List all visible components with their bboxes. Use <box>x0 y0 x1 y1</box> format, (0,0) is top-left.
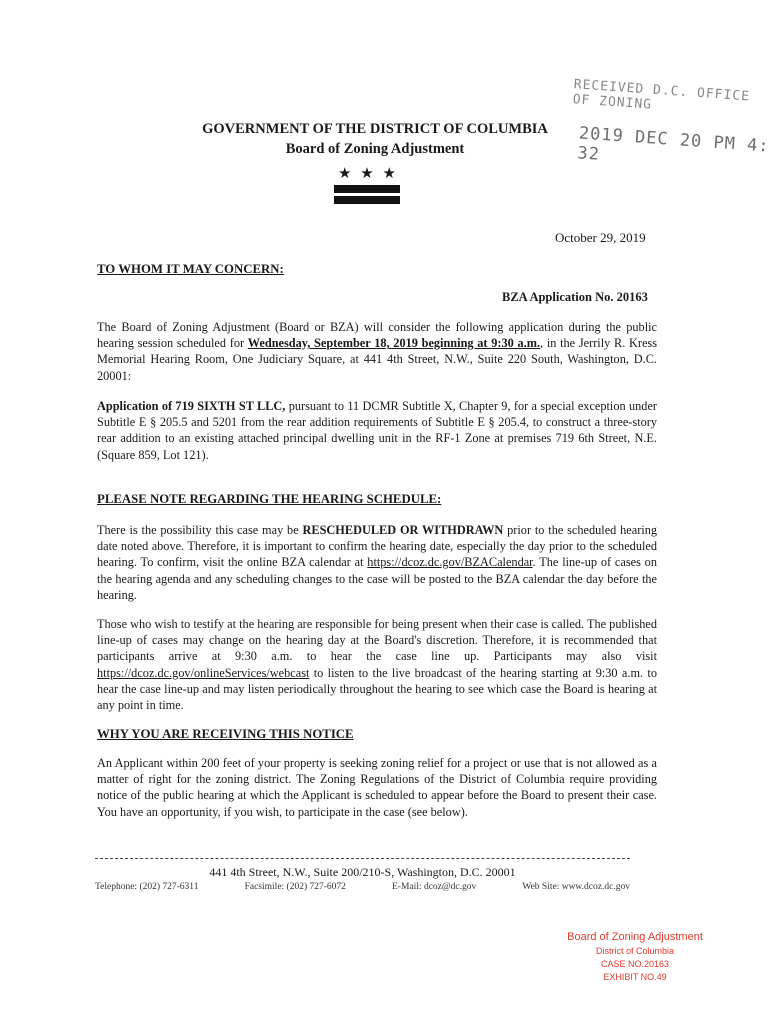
hearing-date: Wednesday, September 18, 2019 beginning at 9:30 a.m. <box>247 336 541 351</box>
flag-bar-bottom <box>334 196 400 204</box>
flag-bar-top <box>334 185 400 193</box>
salutation: TO WHOM IT MAY CONCERN: <box>97 262 284 276</box>
board-title: Board of Zoning Adjustment <box>285 141 465 157</box>
footer-divider <box>95 858 630 859</box>
dc-flag-logo <box>334 166 400 204</box>
government-title: GOVERNMENT OF THE DISTRICT OF COLUMBIA <box>202 121 548 137</box>
why-paragraph: An Applicant within 200 feet of your property is seeking zoning relief for a project or use that is not allowed as a matter of right for the zoning district. The Zoning Regulations of the District of Columbia require providing notice of the public hearing at which the Applicant is scheduled to appear before the Board to present their case. You have an opportunity, if you wish, to participate in the case (see below). <box>97 756 657 819</box>
application-number: BZA Application No. 20163 <box>502 290 648 304</box>
footer-website[interactable]: Web Site: www.dcoz.dc.gov <box>522 882 630 892</box>
schedule-text: to listen to the live broadcast of the hearing starting at 9:30 a.m. to hear the case line-up and may listen periodically throughout the hearing to see which case the Board is hearing at any point in time. <box>97 665 657 713</box>
exhibit-stamp <box>560 930 710 984</box>
schedule-text: Those who wish to testify at the hearing are responsible for being present when their case is called. The published line-up of cases may change on the hearing day at the Board's discretion. Therefore, it is recommended that participants arrive at 9:30 a.m. to hear the case line up. Participants may also visit <box>97 617 657 664</box>
intro-text: The Board of Zoning Adjustment (Board or BZA) will consider the following application during the public hearing session scheduled for <box>97 320 657 351</box>
exhibit-district: District of Columbia <box>595 946 675 956</box>
intro-location: , in the Jerrily R. Kress Memorial Hearing Room, One Judiciary Square, at 441 4th Street, N.W., Suite 220 South, Washington, D.C. 20001: <box>97 336 657 383</box>
footer-facsimile: Facsimile: (202) 727-6072 <box>244 882 346 892</box>
star-icon: ★ <box>382 166 396 182</box>
applicant-name: Application of 719 SIXTH ST LLC, <box>97 399 286 413</box>
schedule-heading: PLEASE NOTE REGARDING THE HEARING SCHEDULE: <box>97 492 442 506</box>
exhibit-no: EXHIBIT NO.49 <box>603 972 667 982</box>
received-stamp: RECEIVED D.C. OFFICE OF ZONING <box>572 77 751 113</box>
webcast-link[interactable]: https://dcoz.dc.gov/onlineServices/webcast <box>97 665 310 680</box>
star-icon: ★ <box>338 166 352 182</box>
letterhead <box>180 119 570 159</box>
footer-contacts <box>95 882 630 892</box>
schedule-paragraph-1 <box>97 522 657 603</box>
footer-address: 441 4th Street, N.W., Suite 200/210-S, Washington, D.C. 20001 <box>209 865 516 879</box>
footer-telephone: Telephone: (202) 727-6311 <box>95 882 199 892</box>
application-text: pursuant to 11 DCMR Subtitle X, Chapter 9, for a special exception under Subtitle E § 205.5 and 5201 from the rear addition requirements of Subtitle E § 205.4, to construct a three-story rear addition to an existing attached principal dwelling unit in the RF-1 Zone at premises 719 6th Street, N.E. (Square 859, Lot 121). <box>97 399 657 462</box>
schedule-text: prior to the scheduled hearing date noted above. Therefore, it is important to confirm the hearing date, especially the day prior to the scheduled hearing. To confirm, visit the online BZA calendar at <box>97 523 657 570</box>
intro-paragraph <box>97 319 657 384</box>
schedule-paragraph-2 <box>97 616 657 713</box>
rescheduled-warning: RESCHEDULED OR WITHDRAWN <box>302 523 504 537</box>
exhibit-case-no: CASE NO.20163 <box>600 959 670 969</box>
exhibit-title: Board of Zoning Adjustment <box>567 931 703 943</box>
why-heading: WHY YOU ARE RECEIVING THIS NOTICE <box>97 727 354 741</box>
received-datetime-stamp: 2019 DEC 20 PM 4: 32 <box>576 123 770 165</box>
footer-email[interactable]: E-Mail: dcoz@dc.gov <box>392 882 477 892</box>
star-icon: ★ <box>360 166 374 182</box>
schedule-text: There is the possibility this case may be <box>97 523 303 537</box>
letter-date: October 29, 2019 <box>555 230 646 245</box>
application-paragraph <box>97 398 657 463</box>
schedule-text: . The line-up of cases on the hearing agenda and any scheduling changes to the case will be posted to the BZA calendar the day before the hearing. <box>97 555 657 602</box>
bza-calendar-link[interactable]: https://dcoz.dc.gov/BZACalendar <box>367 555 533 570</box>
